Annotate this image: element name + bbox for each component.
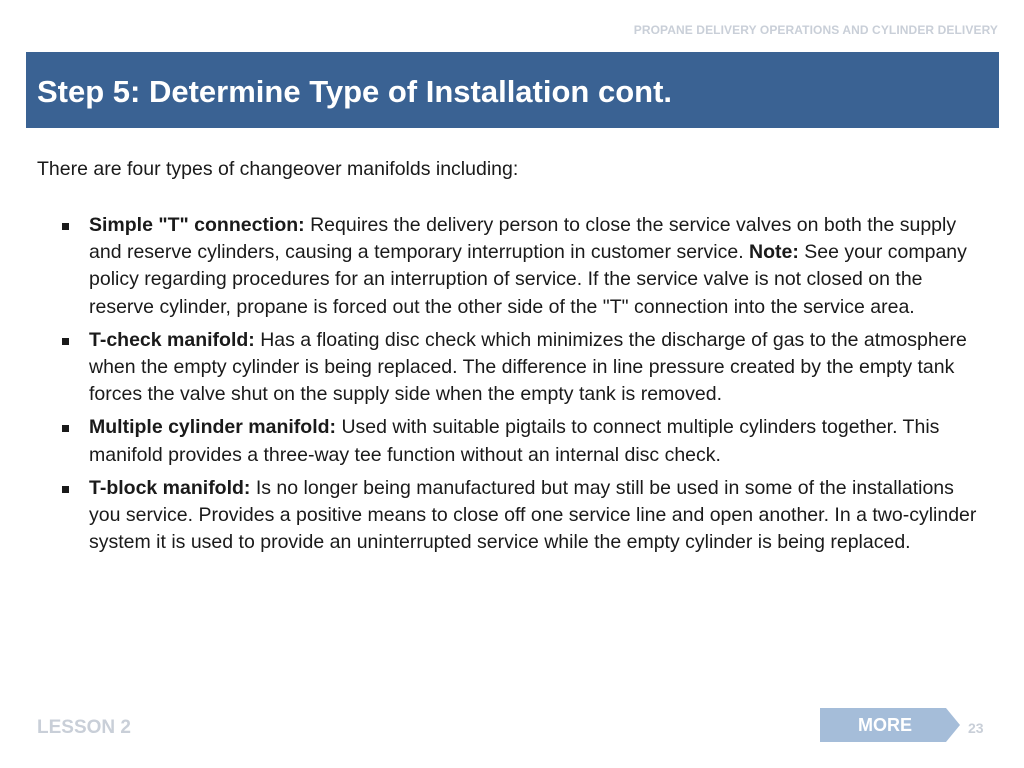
list-item-text: Has a floating disc check which minimizes the discharge of gas to the atmosphere when the empty cylinder is being replaced. The difference in line pressure created by the empty tank forces the valve shut on the supply side when the empty tank is removed. — [89, 328, 967, 406]
bullet-square-icon — [62, 486, 69, 493]
list-item-simple-t-connection — [60, 212, 980, 321]
note-text: See your company policy regarding procedures for an interruption of service. If the service valve is not closed on the reserve cylinder, propane is forced out the other side of the "T" connection into the service area. — [89, 241, 967, 318]
course-title: PROPANE DELIVERY OPERATIONS AND CYLINDER DELIVERY — [633, 23, 998, 37]
list-item-term: T-block manifold: — [89, 476, 251, 499]
list-item-text: Used with suitable pigtails to connect multiple cylinders together. This manifold provides a three-way tee function without an internal disc check. — [89, 416, 940, 466]
list-item-text: Is no longer being manufactured but may still be used in some of the installations you service. Provides a positive means to close off one service line and open another. In a two-cylinder system it is used to provide an uninterrupted service while the empty cylinder is being replaced. — [89, 476, 977, 554]
lesson-label: LESSON 2 — [37, 717, 131, 738]
more-button[interactable] — [820, 708, 960, 742]
list-item-t-block-manifold — [60, 475, 980, 557]
bullet-square-icon — [62, 338, 69, 345]
slide-title: Step 5: Determine Type of Installation cont. — [37, 74, 673, 109]
list-item-term: T-check manifold: — [89, 328, 255, 351]
list-item-t-check-manifold — [60, 327, 980, 409]
note-label: Note: — [749, 241, 799, 264]
list-item-text: Requires the delivery person to close the service valves on both the supply and reserve cylinders, causing a temporary interruption in customer service. — [89, 214, 957, 264]
page-number: 23 — [968, 720, 984, 736]
list-item-multiple-cylinder-manifold — [60, 414, 980, 468]
more-button-label: MORE — [858, 715, 912, 735]
intro-text: There are four types of changeover manifolds including: — [37, 158, 519, 180]
title-band — [26, 52, 999, 128]
list-item-term: Multiple cylinder manifold: — [89, 416, 337, 439]
bullet-square-icon — [62, 223, 69, 230]
list-item-term: Simple "T" connection: — [89, 214, 305, 236]
manifold-list — [60, 212, 980, 562]
bullet-square-icon — [62, 425, 69, 432]
